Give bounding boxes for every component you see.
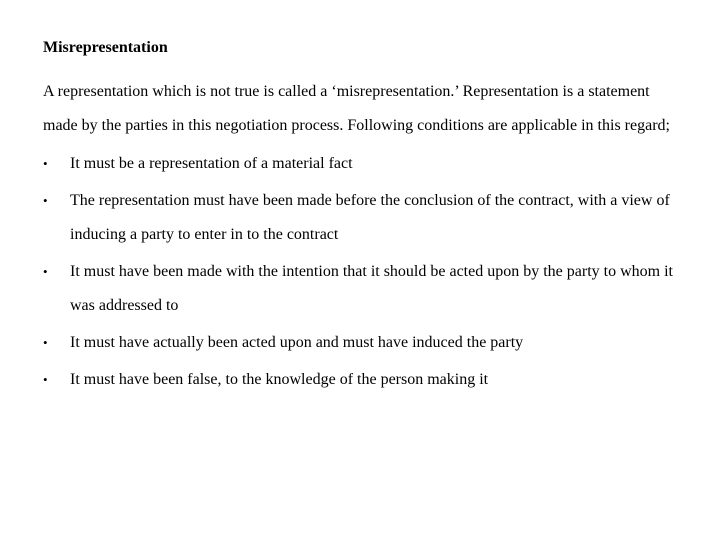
list-item: [43, 184, 683, 252]
list-item: [43, 255, 683, 323]
document-heading: Misrepresentation: [43, 39, 168, 56]
list-item-text: It must have actually been acted upon and must have induced the party: [70, 334, 524, 351]
list-item: [43, 363, 683, 397]
bullet-icon: •: [43, 264, 48, 279]
list-item: [43, 326, 683, 360]
document-body: [43, 38, 683, 400]
list-item-text: The representation must have been made before the conclusion of the contract, with a view of inducing a party to enter in to the contract: [70, 192, 670, 243]
bullet-icon: •: [43, 372, 48, 387]
list-item-text: It must have been made with the intention that it should be acted upon by the party to whom it was addressed to: [70, 263, 673, 314]
bullet-icon: •: [43, 335, 48, 350]
conditions-list: [43, 147, 683, 397]
list-item-text: It must be a representation of a material fact: [70, 155, 353, 172]
list-item-text: It must have been false, to the knowledge of the person making it: [70, 371, 489, 388]
list-item: [43, 147, 683, 181]
bullet-icon: •: [43, 193, 48, 208]
intro-paragraph: A representation which is not true is called a ‘misrepresentation.’ Representation is a statement made by the parties in this negotiation process. Following conditions are applicable in this regard;: [43, 83, 670, 134]
bullet-icon: •: [43, 156, 48, 171]
